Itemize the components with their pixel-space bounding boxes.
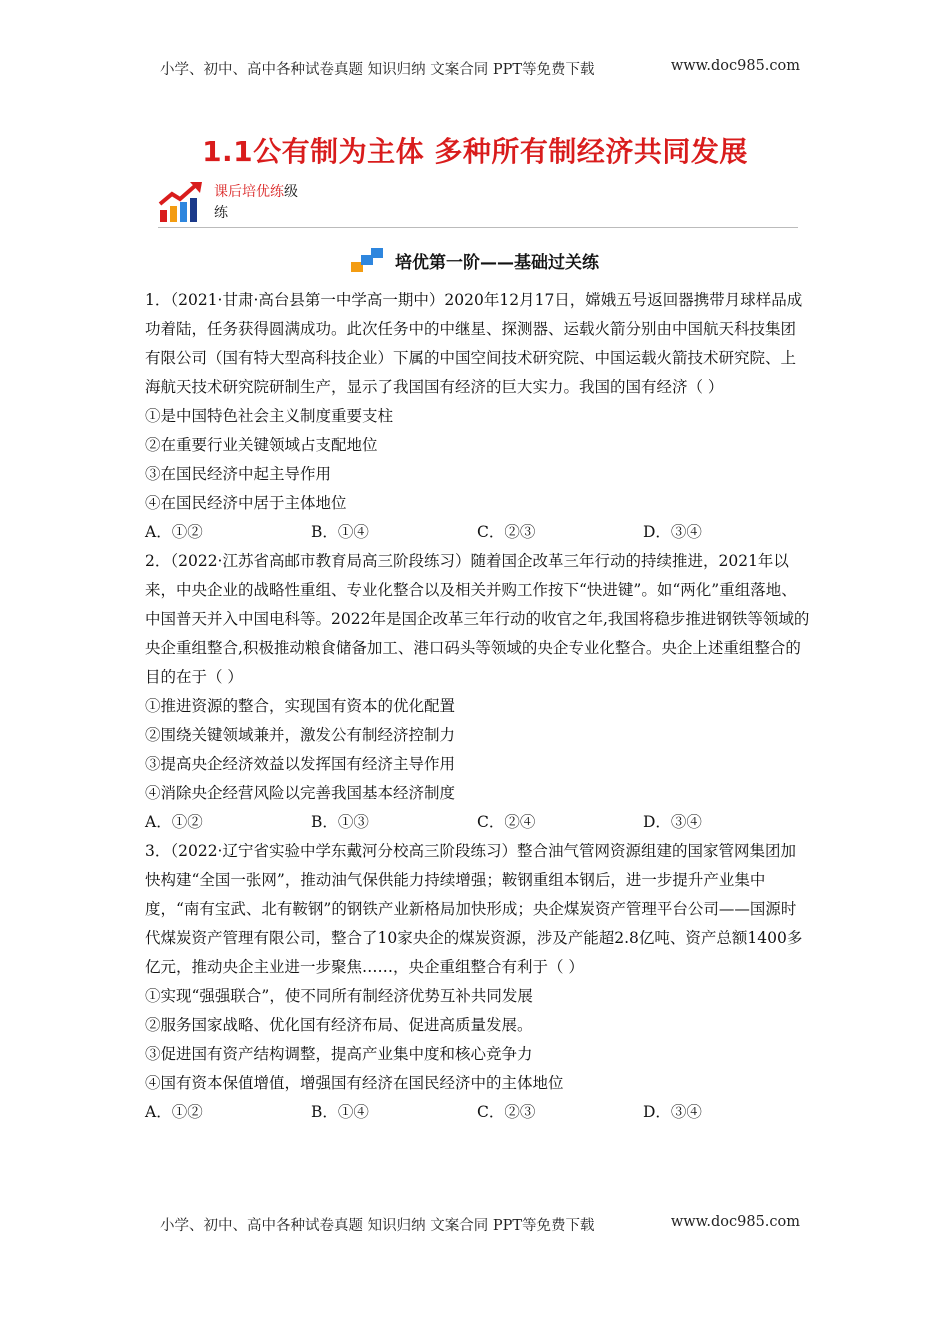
statement: ③提高央企经济效益以发挥国有经济主导作用	[145, 755, 456, 773]
section-heading: 培优第一阶——基础过关练	[0, 248, 950, 273]
statement: ③在国民经济中起主导作用	[145, 465, 332, 483]
footer-site[interactable]: www.doc985.com	[670, 1214, 800, 1230]
answer-options	[145, 1098, 810, 1127]
page-footer	[160, 1214, 800, 1235]
statement: ①推进资源的整合，实现国有资本的优化配置	[145, 697, 456, 715]
option-c: C．②③	[477, 523, 536, 541]
option-a: A．①②	[145, 1103, 203, 1121]
option-b: B．①④	[311, 523, 369, 541]
statement: ①实现“强强联合”，使不同所有制经济优势互补共同发展	[145, 987, 533, 1005]
option-c: C．②③	[477, 1103, 536, 1121]
statement: ②服务国家战略、优化国有经济布局、促进高质量发展。	[145, 1016, 533, 1034]
banner-label: 课后培优练级 练	[214, 184, 298, 221]
statement: ①是中国特色社会主义制度重要支柱	[145, 407, 394, 425]
question-2	[145, 547, 810, 837]
statement: ②在重要行业关键领域占支配地位	[145, 436, 378, 454]
header-text: 小学、初中、高中各种试卷真题 知识归纳 文案合同 PPT等免费下载	[160, 62, 595, 78]
option-d: D．③④	[643, 1103, 702, 1121]
option-c: C．②④	[477, 813, 536, 831]
statement: ④在国民经济中居于主体地位	[145, 494, 347, 512]
footer-text: 小学、初中、高中各种试卷真题 知识归纳 文案合同 PPT等免费下载	[160, 1218, 595, 1234]
question-stem: 2．（2022·江苏省高邮市教育局高三阶段练习）随着国企改革三年行动的持续推进，2021年以来，中央企业的战略性重组、专业化整合以及相关并购工作按下“快进键”。如“两化”重组落地、中国普天并入中国电科等。2022年是国企改革三年行动的收官之年,我国将稳步推进钢铁等领域的央企重组整合,积极推动粮食储备加工、港口码头等领域的央企专业化整合。央企上述重组整合的目的在于（ ）	[145, 552, 810, 686]
statement: ③促进国有资产结构调整，提高产业集中度和核心竞争力	[145, 1045, 533, 1063]
option-d: D．③④	[643, 813, 702, 831]
option-b: B．①③	[311, 813, 369, 831]
option-b: B．①④	[311, 1103, 369, 1121]
bar-chart-growth-icon	[158, 180, 204, 224]
option-a: A．①②	[145, 523, 203, 541]
answer-options	[145, 808, 810, 837]
banner-divider	[158, 227, 798, 228]
statement: ④国有资本保值增值，增强国有经济在国民经济中的主体地位	[145, 1074, 564, 1092]
question-list	[145, 286, 810, 1127]
practice-banner	[158, 178, 798, 228]
option-a: A．①②	[145, 813, 203, 831]
option-d: D．③④	[643, 523, 702, 541]
statement: ④消除央企经营风险以完善我国基本经济制度	[145, 784, 456, 802]
question-3	[145, 837, 810, 1127]
stairs-icon	[351, 248, 385, 272]
answer-options	[145, 518, 810, 547]
statement: ②围绕关键领域兼并，激发公有制经济控制力	[145, 726, 456, 744]
question-stem: 3．（2022·辽宁省实验中学东戴河分校高三阶段练习）整合油气管网资源组建的国家管网集团加快构建“全国一张网”，推动油气保供能力持续增强；鞍钢重组本钢后，进一步提升产业集中度，“南有宝武、北有鞍钢”的钢铁产业新格局加快形成；央企煤炭资产管理平台公司——国源时代煤炭资产管理有限公司，整合了10家央企的煤炭资源，涉及产能超2.8亿吨、资产总额1400多亿元，推动央企主业进一步聚焦……，央企重组整合有利于（ ）	[145, 842, 803, 976]
page-header	[160, 58, 800, 79]
page-title: 1.1公有制为主体 多种所有制经济共同发展	[202, 135, 748, 168]
question-stem: 1．（2021·甘肃·高台县第一中学高一期中）2020年12月17日，嫦娥五号返回器携带月球样品成功着陆，任务获得圆满成功。此次任务中的中继星、探测器、运载火箭分别由中国航天科技集团有限公司（国有特大型高科技企业）下属的中国空间技术研究院、中国运载火箭技术研究院、上海航天技术研究院研制生产，显示了我国国有经济的巨大实力。我国的国有经济（ ）	[145, 291, 803, 396]
question-1	[145, 286, 810, 547]
header-site[interactable]: www.doc985.com	[670, 58, 800, 74]
